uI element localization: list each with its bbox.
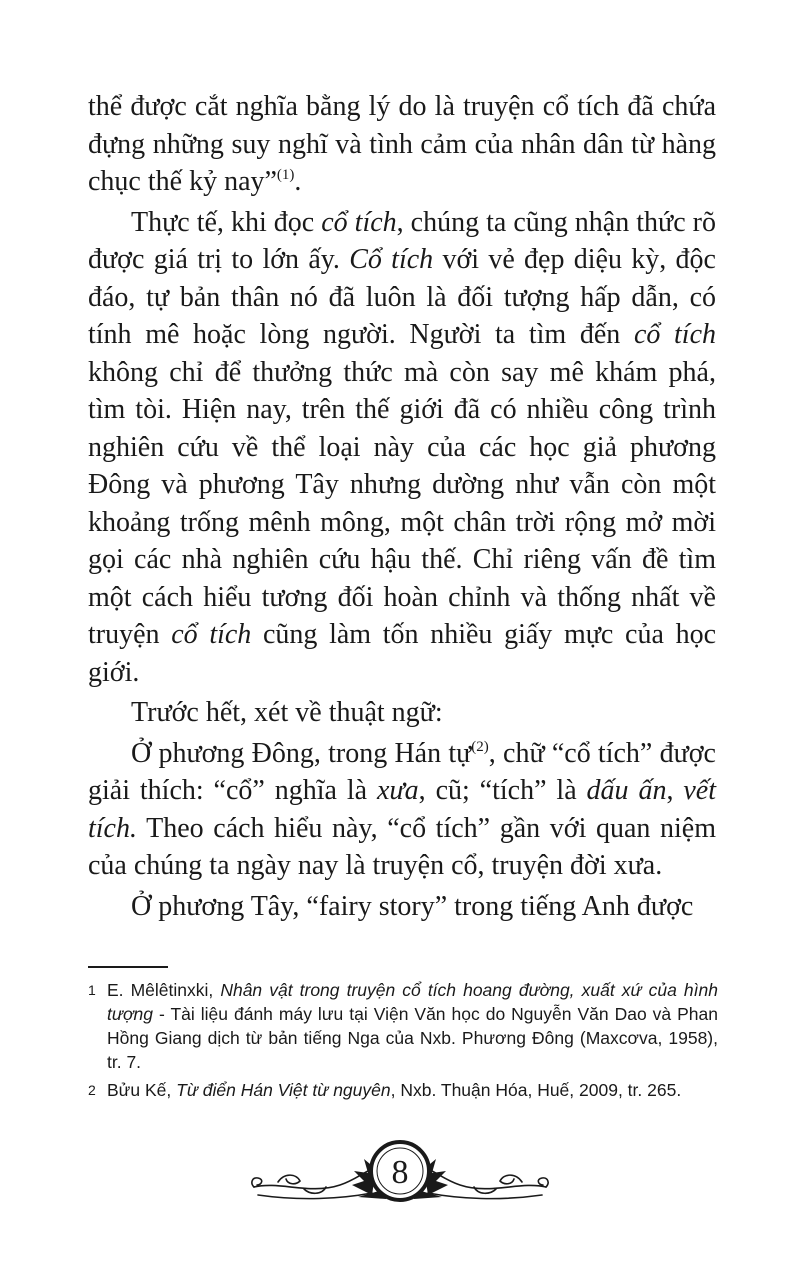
footnote-2: 2 Bửu Kế, Từ điển Hán Việt từ nguyên, Nxb. Thuận Hóa, Huế, 2009, tr. 265. <box>88 1080 682 1100</box>
footnote-divider <box>88 966 168 968</box>
footnote-ref-1[interactable]: (1) <box>276 167 295 183</box>
paragraph-1: thể được cắt nghĩa bằng lý do là truyện cổ tích đã chứa đựng những suy nghĩ và tình cảm của nhân dân từ hàng chục thế kỷ nay”$^{(1)}$. <box>88 91 716 197</box>
paragraph-3: Trước hết, xét về thuật ngữ: <box>131 697 443 728</box>
paragraph-5: Ở phương Tây, “fairy story” trong tiếng Anh được <box>131 890 694 922</box>
footnote-ref-2[interactable]: (2) <box>471 738 489 755</box>
footnotes <box>88 978 718 1102</box>
page-ornament <box>240 1125 560 1215</box>
footnote-mark: 2 <box>88 1082 96 1098</box>
footnote-1: 1 E. Mêlêtinxki, Nhân vật trong truyện cổ tích hoang đường, xuất xứ của hình tượng - Tài liệu đánh máy lưu tại Viện Văn học do Nguyễn Văn Dao và Phan Hồng Giang dịch từ bản tiếng Nga của Nxb. Phương Đông (Maxcơva, 1958), tr. 7. <box>88 980 718 1072</box>
footnote-mark: 1 <box>88 982 96 998</box>
paragraph-2: Thực tế, khi đọc cổ tích, chúng ta cũng nhận thức rõ được giá trị to lớn ấy. Cổ tích với vẻ đẹp diệu kỳ, độc đáo, tự bản thân nó đã luôn là đối tượng hấp dẫn, có tính mê hoặc lòng người. Người ta tìm đến cổ tích không chỉ để thưởng thức mà còn say mê khám phá, tìm tòi. Hiện nay, trên thế giới đã có nhiều công trình nghiên cứu về thể loại này của các học giả phương Đông và phương Tây nhưng dường như vẫn còn một khoảng trống mênh mông, một chân trời rộng mở mời gọi các nhà nghiên cứu hậu thế. Chỉ riêng vấn đề tìm một cách hiểu tương đối hoàn chỉnh và thống nhất về truyện cổ tích cũng làm tốn nhiều giấy mực của học giới. <box>88 206 716 688</box>
paragraph-4: Ở phương Đông, trong Hán tự$^{(2)}$, chữ “cổ tích” được giải thích: “cổ” nghĩa là xưa, cũ; “tích” là dấu ấn, vết tích. Theo cách hiểu này, “cổ tích” gần với quan niệm của chúng ta ngày nay là truyện cổ, truyện đời xưa. <box>88 737 716 881</box>
body-text <box>88 88 716 925</box>
page-number: 8 <box>391 1154 409 1191</box>
